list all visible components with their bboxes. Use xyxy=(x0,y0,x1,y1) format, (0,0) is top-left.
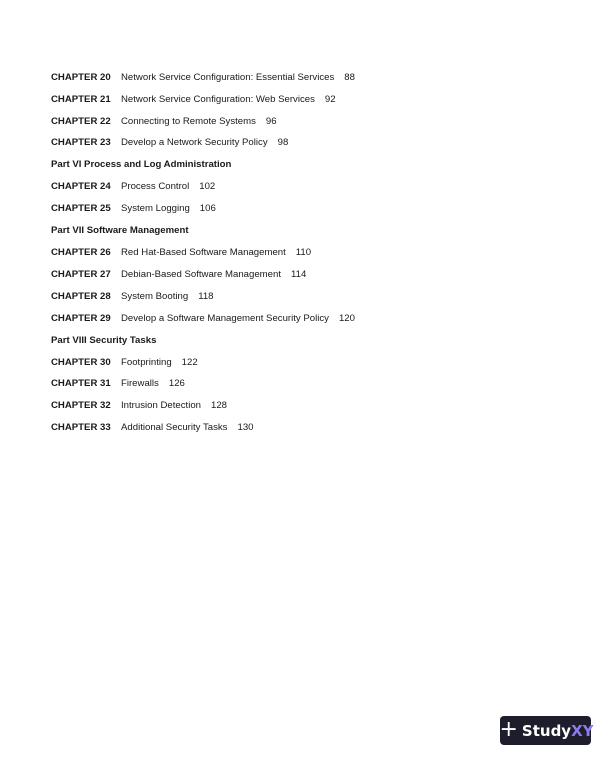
chapter-title: Intrusion Detection xyxy=(121,400,201,412)
chapter-page: 120 xyxy=(338,312,355,324)
chapter-page: 130 xyxy=(237,421,254,433)
toc-entry[interactable] xyxy=(51,116,355,130)
chapter-page: 126 xyxy=(168,378,185,390)
toc-entry[interactable] xyxy=(51,181,355,195)
toc-entry[interactable] xyxy=(51,378,355,392)
toc-entry[interactable] xyxy=(51,269,355,283)
chapter-label: CHAPTER 23 xyxy=(51,137,111,149)
chapter-label: CHAPTER 22 xyxy=(51,115,111,127)
table-of-contents xyxy=(51,72,355,444)
toc-entry[interactable] xyxy=(51,357,355,371)
chapter-title: Debian-Based Software Management xyxy=(121,268,281,280)
part-heading: Part VIII Security Tasks xyxy=(51,334,157,346)
toc-entry[interactable] xyxy=(51,137,355,151)
chapter-label: CHAPTER 31 xyxy=(51,378,111,390)
chapter-label: CHAPTER 26 xyxy=(51,247,111,259)
chapter-label: CHAPTER 20 xyxy=(51,72,111,83)
toc-entry[interactable] xyxy=(51,72,355,86)
chapter-label: CHAPTER 25 xyxy=(51,203,111,215)
chapter-page: 98 xyxy=(277,137,289,149)
toc-entry[interactable] xyxy=(51,400,355,414)
chapter-title: System Booting xyxy=(121,290,189,302)
chapter-page: 114 xyxy=(291,268,307,280)
part-heading: Part VI Process and Log Administration xyxy=(51,159,232,171)
logo-text-main: Study xyxy=(521,721,572,740)
chapter-label: CHAPTER 24 xyxy=(51,181,111,193)
toc-entry[interactable] xyxy=(51,247,355,261)
chapter-page: 118 xyxy=(198,290,214,302)
toc-entry[interactable] xyxy=(51,291,355,305)
chapter-title: Network Service Configuration: Web Services xyxy=(121,93,315,105)
chapter-title: Connecting to Remote Systems xyxy=(121,115,256,127)
logo-text-accent: XY xyxy=(571,721,594,740)
chapter-title: System Logging xyxy=(121,203,190,215)
chapter-page: 106 xyxy=(199,203,216,215)
chapter-label: CHAPTER 28 xyxy=(51,290,111,302)
chapter-title: Additional Security Tasks xyxy=(121,421,228,433)
chapter-label: CHAPTER 21 xyxy=(51,93,111,105)
chapter-title: Red Hat-Based Software Management xyxy=(121,247,286,259)
chapter-title: Develop a Software Management Security Policy xyxy=(121,312,329,324)
chapter-page: 102 xyxy=(199,181,216,193)
chapter-label: CHAPTER 29 xyxy=(51,312,111,324)
chapter-page: 88 xyxy=(344,72,355,83)
chapter-label: CHAPTER 27 xyxy=(51,268,111,280)
toc-entry[interactable] xyxy=(51,422,355,436)
toc-entry[interactable] xyxy=(51,203,355,217)
chapter-title: Process Control xyxy=(121,181,190,193)
toc-entry[interactable] xyxy=(51,313,355,327)
chapter-page: 128 xyxy=(211,400,228,412)
chapter-page: 96 xyxy=(265,115,277,127)
toc-entry[interactable] xyxy=(51,94,355,108)
chapter-title: Footprinting xyxy=(121,356,172,368)
chapter-title: Network Service Configuration: Essential Services xyxy=(121,72,335,83)
chapter-label: CHAPTER 30 xyxy=(51,356,111,368)
chapter-label: CHAPTER 32 xyxy=(51,400,111,412)
chapter-title: Develop a Network Security Policy xyxy=(121,137,268,149)
chapter-page: 92 xyxy=(324,93,336,105)
chapter-label: CHAPTER 33 xyxy=(51,421,111,433)
studyxy-logo[interactable] xyxy=(499,716,594,745)
part-heading: Part VII Software Management xyxy=(51,225,189,237)
chapter-title: Firewalls xyxy=(121,378,159,390)
chapter-page: 110 xyxy=(295,247,312,259)
chapter-page: 122 xyxy=(181,356,198,368)
plus-icon: + xyxy=(499,716,518,742)
